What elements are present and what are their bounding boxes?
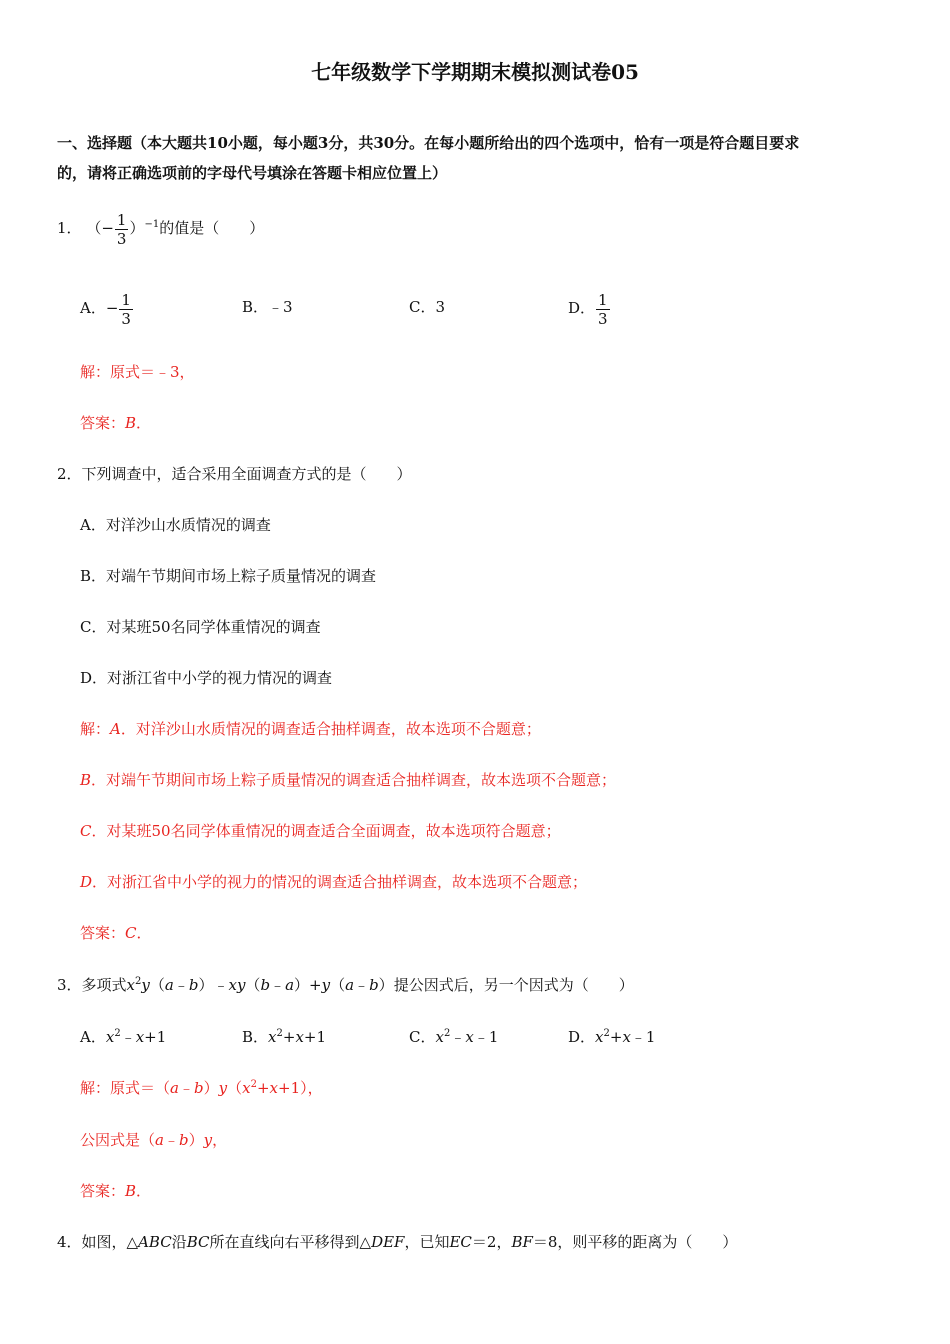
paren-open: （− (86, 219, 114, 237)
triangle-def: DEF (371, 1233, 405, 1251)
fraction-denominator: 3 (116, 229, 127, 248)
solution-text: ．对端午节期间市场上粽子质量情况的调查适合抽样调查，故本选项不合题意； (91, 771, 617, 789)
solution-text: ．对某班50名同学体重情况的调查适合全面调查，故本选项符合题意； (91, 822, 561, 840)
option-label: A． (80, 299, 106, 317)
q1-answer (80, 413, 151, 433)
option-label: D． (568, 299, 596, 317)
question-3-stem: 3．多项式$x^2y(a﹣b)﹣xy(b﹣a)+y(a﹣b)$提公因式后，另一个因式为（ ） (57, 976, 634, 994)
answer-end: ． (136, 414, 152, 432)
minus-sign: − (105, 299, 119, 317)
option-letter: B (80, 771, 92, 789)
option-d: D．$x^2+x﹣1$ (568, 1028, 656, 1046)
answer-value: B (125, 1182, 137, 1200)
question-4-stem (57, 1232, 737, 1252)
question-tail: 的值是（ ） (159, 219, 265, 237)
question-2-stem: 2．下列调查中，适合采用全面调查方式的是（ ） (57, 465, 412, 483)
option-d (568, 290, 611, 328)
solution-text: ．对浙江省中小学的视力的情况的调查适合抽样调查，故本选项不合题意； (92, 873, 588, 891)
option-label: B． (242, 1028, 269, 1046)
option-c: C．对某班50名同学体重情况的调查 (80, 618, 321, 636)
option-label: D． (568, 1028, 596, 1046)
section-instruction-line1: 一、选择题（本大题共10小题，每小题3分，共30分。在每小题所给出的四个选项中，恰有一项是符合题目要求 (57, 134, 800, 152)
fraction-denominator: 3 (598, 309, 608, 328)
triangle-abc: ABC (138, 1233, 172, 1251)
stem-text: ，已知 (404, 1233, 450, 1251)
option-letter: A (110, 720, 121, 738)
answer-value: B (125, 414, 137, 432)
question-number: 1． (57, 219, 82, 237)
answer-label: 答案： (80, 414, 126, 432)
segment-bc: BC (186, 1233, 210, 1251)
stem-text: 4．如图，△ (57, 1233, 139, 1251)
solution-prefix: 解：原式＝（ (80, 1079, 171, 1097)
exponent: −1 (144, 219, 160, 230)
q1-solution: 解：原式＝﹣3， (80, 363, 195, 381)
common-factor-prefix: 公因式是（ (80, 1131, 156, 1149)
answer-end: ． (136, 1182, 152, 1200)
fraction-numerator: 1 (598, 290, 608, 309)
q2-answer (80, 923, 152, 943)
page-title: 七年级数学下学期期末模拟测试卷05 (311, 60, 639, 84)
option-letter: C (80, 822, 92, 840)
stem-text: ＝8，则平移的距离为（ ） (532, 1233, 738, 1251)
q2-solution-d (80, 872, 587, 892)
option-label: C． (409, 1028, 436, 1046)
segment-ec: EC (449, 1233, 472, 1251)
question-number: 3．多项式 (57, 976, 127, 994)
option-c: C．$x^2﹣x﹣1$ (409, 1028, 499, 1046)
option-a: A．对洋沙山水质情况的调查 (80, 516, 271, 534)
answer-value: C (125, 924, 137, 942)
option-a (80, 290, 134, 328)
stem-text: ＝2， (471, 1233, 512, 1251)
fraction (115, 211, 129, 248)
answer-label: 答案： (80, 924, 126, 942)
fraction-numerator: 1 (116, 210, 127, 229)
paren-close: ） (129, 219, 145, 237)
segment-bf: BF (511, 1233, 533, 1251)
option-letter: D (80, 873, 93, 891)
fraction (119, 291, 133, 328)
q3-common-factor: 公因式是（a﹣b）y， (80, 1131, 228, 1149)
fraction-denominator: 3 (121, 309, 131, 328)
solution-prefix: 解： (80, 720, 111, 738)
stem-text: 沿 (171, 1233, 187, 1251)
q3-answer (80, 1181, 151, 1201)
stem-text: 所在直线向右平移得到△ (209, 1233, 372, 1251)
q2-solution-b (80, 770, 616, 790)
q3-solution: 解：原式$=(a﹣b)y(x^2+x+1)$， (80, 1079, 323, 1097)
fraction (596, 291, 610, 328)
solution-text: ．对洋沙山水质情况的调查适合抽样调查，故本选项不合题意； (120, 720, 541, 738)
question-1-stem (57, 210, 264, 248)
fraction-numerator: 1 (121, 290, 131, 309)
option-d: D．对浙江省中小学的视力情况的调查 (80, 669, 333, 687)
option-b: B．对端午节期间市场上粽子质量情况的调查 (80, 567, 377, 585)
q2-solution-a (80, 719, 541, 739)
q2-solution-c (80, 821, 561, 841)
option-a: A．$x^2﹣x+1$ (80, 1028, 167, 1046)
answer-label: 答案： (80, 1182, 126, 1200)
option-c: C．3 (409, 298, 446, 316)
option-b: B．﹣3 (242, 298, 293, 316)
answer-end: ． (136, 924, 152, 942)
question-tail: 提公因式后，另一个因式为（ ） (393, 976, 634, 994)
option-b: B．$x^2+x+1$ (242, 1028, 327, 1046)
option-label: A． (80, 1028, 106, 1046)
section-instruction-line2: 的，请将正确选项前的字母代号填涂在答题卡相应位置上） (57, 164, 448, 182)
